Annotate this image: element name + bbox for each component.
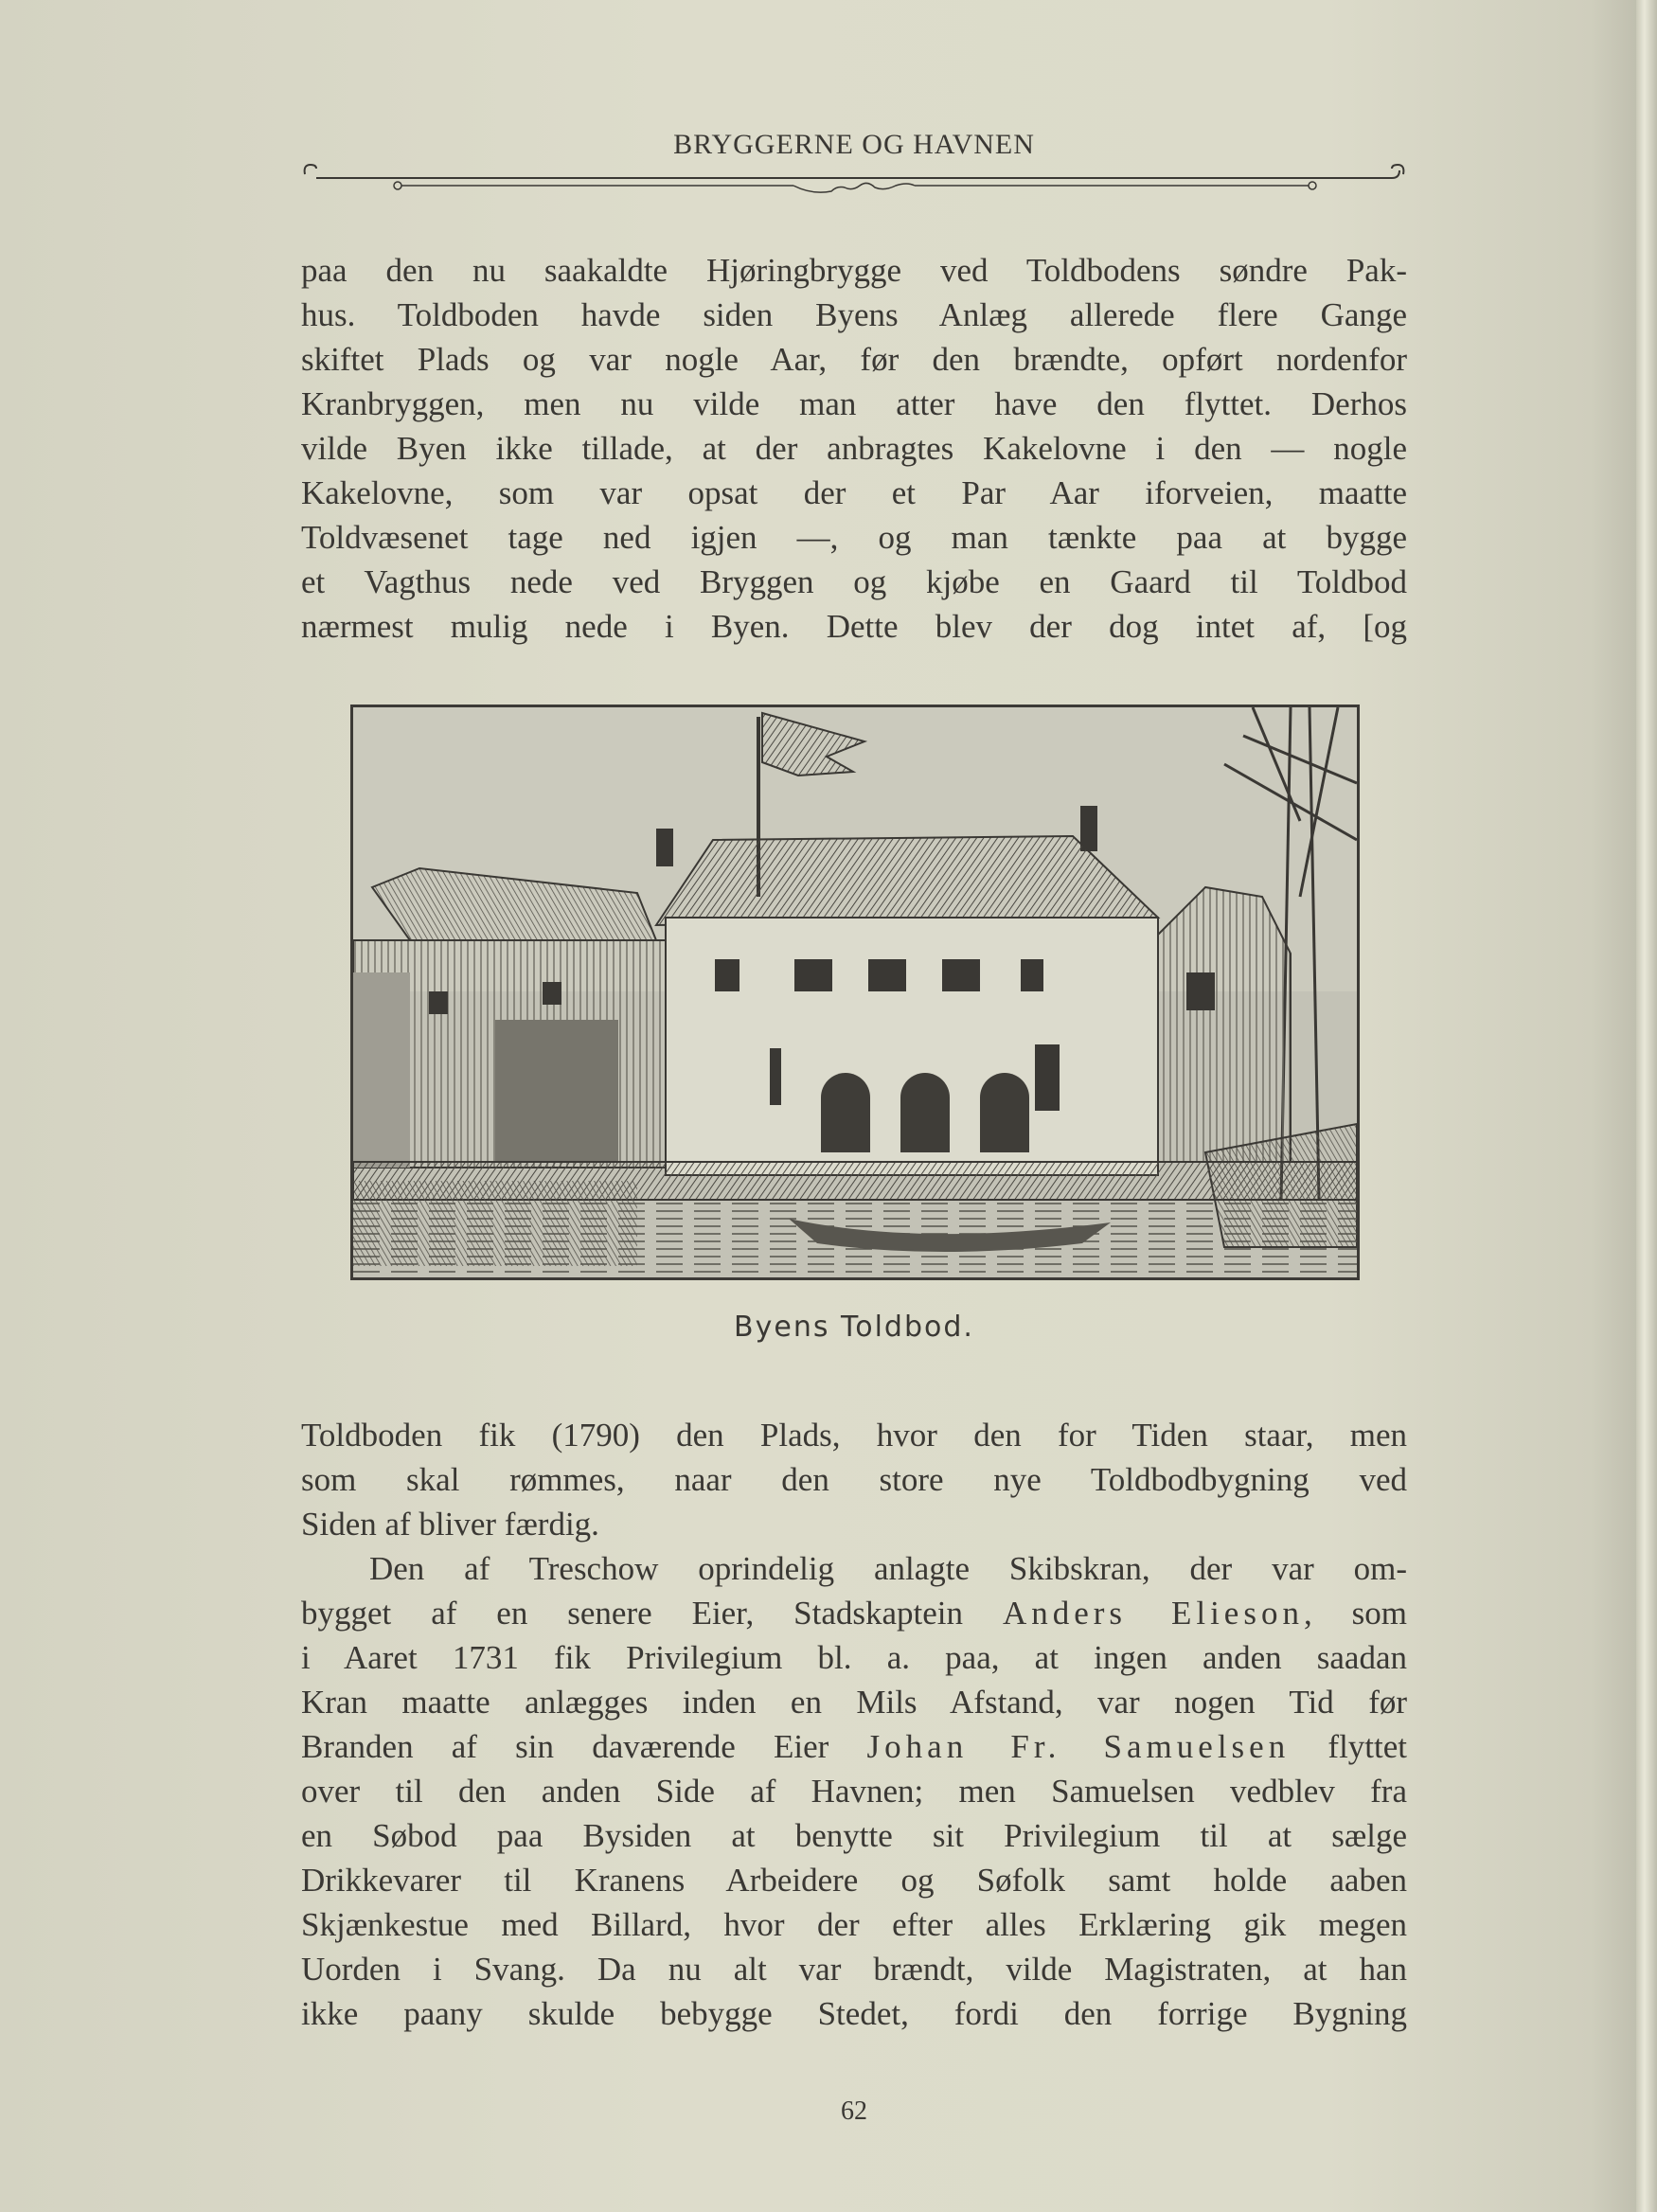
text-line: Drikkevarer til Kranens Arbeidere og Søfolk samt holde aaben [301, 1862, 1407, 1899]
text-fragment: Branden af sin daværende Eier [301, 1728, 867, 1765]
page-number: 62 [841, 2096, 867, 2126]
ornamental-rule [301, 157, 1407, 205]
paragraph-bottom [301, 1546, 1407, 2036]
person-name: Johan Fr. Samuelsen [866, 1728, 1291, 1765]
text-line: skiftet Plads og var nogle Aar, før den brændte, opført nordenfor [301, 341, 1407, 378]
text-fragment: , som [1303, 1595, 1407, 1632]
text-line: Kran maatte anlægges inden en Mils Afstand, var nogen Tid før [301, 1684, 1407, 1721]
text-line: Toldvæsenet tage ned igjen —, og man tænkte paa at bygge [301, 519, 1407, 556]
text-line: i Aaret 1731 fik Privilegium bl. a. paa, at ingen anden saadan [301, 1639, 1407, 1676]
text-line: hus. Toldboden havde siden Byens Anlæg allerede flere Gange [301, 296, 1407, 333]
text-line [301, 1724, 1407, 1769]
text-line: paa den nu saakaldte Hjøringbrygge ved Toldbodens søndre Pak- [301, 252, 1407, 289]
paragraph-mid [301, 1413, 1407, 1546]
page-edge [1636, 0, 1657, 2212]
text-line: en Søbod paa Bysiden at benytte sit Privilegium til at sælge [301, 1817, 1407, 1854]
text-line: vilde Byen ikke tillade, at der anbragtes Kakelovne i den — nogle [301, 430, 1407, 467]
text-line: nærmest mulig nede i Byen. Dette blev der dog intet af, [og [301, 608, 1407, 645]
text-line: Siden af bliver færdig. [301, 1506, 599, 1543]
figure-caption: Byens Toldbod. [734, 1311, 974, 1344]
toldbod-illustration [353, 707, 1357, 1277]
paragraph-top [301, 248, 1407, 649]
text-line: Kakelovne, som var opsat der et Par Aar iforveien, maatte [301, 474, 1407, 511]
text-line: Uorden i Svang. Da nu alt var brændt, vilde Magistraten, at han [301, 1951, 1407, 1988]
engraving-figure [350, 705, 1360, 1280]
person-name: Anders Elieson [1002, 1595, 1304, 1632]
text-fragment: flyttet [1290, 1728, 1407, 1765]
text-line: Skjænkestue med Billard, hvor der efter alles Erklæring gik megen [301, 1906, 1407, 1943]
text-fragment: bygget af en senere Eier, Stadskaptein [301, 1595, 1003, 1632]
text-line: Toldboden fik (1790) den Plads, hvor den for Tiden staar, men [301, 1417, 1407, 1454]
text-line: et Vagthus nede ved Bryggen og kjøbe en Gaard til Toldbod [301, 563, 1407, 600]
text-line: Kranbryggen, men nu vilde man atter have den flyttet. Derhos [301, 385, 1407, 422]
text-line: som skal rømmes, naar den store nye Toldbodbygning ved [301, 1461, 1407, 1498]
text-line: ikke paany skulde bebygge Stedet, fordi den forrige Bygning [301, 1995, 1407, 2032]
text-line [301, 1591, 1407, 1635]
running-head: BRYGGERNE OG HAVNEN [673, 129, 1035, 160]
text-line: Den af Treschow oprindelig anlagte Skibskran, der var om- [369, 1550, 1407, 1587]
text-line: over til den anden Side af Havnen; men Samuelsen vedblev fra [301, 1773, 1407, 1810]
